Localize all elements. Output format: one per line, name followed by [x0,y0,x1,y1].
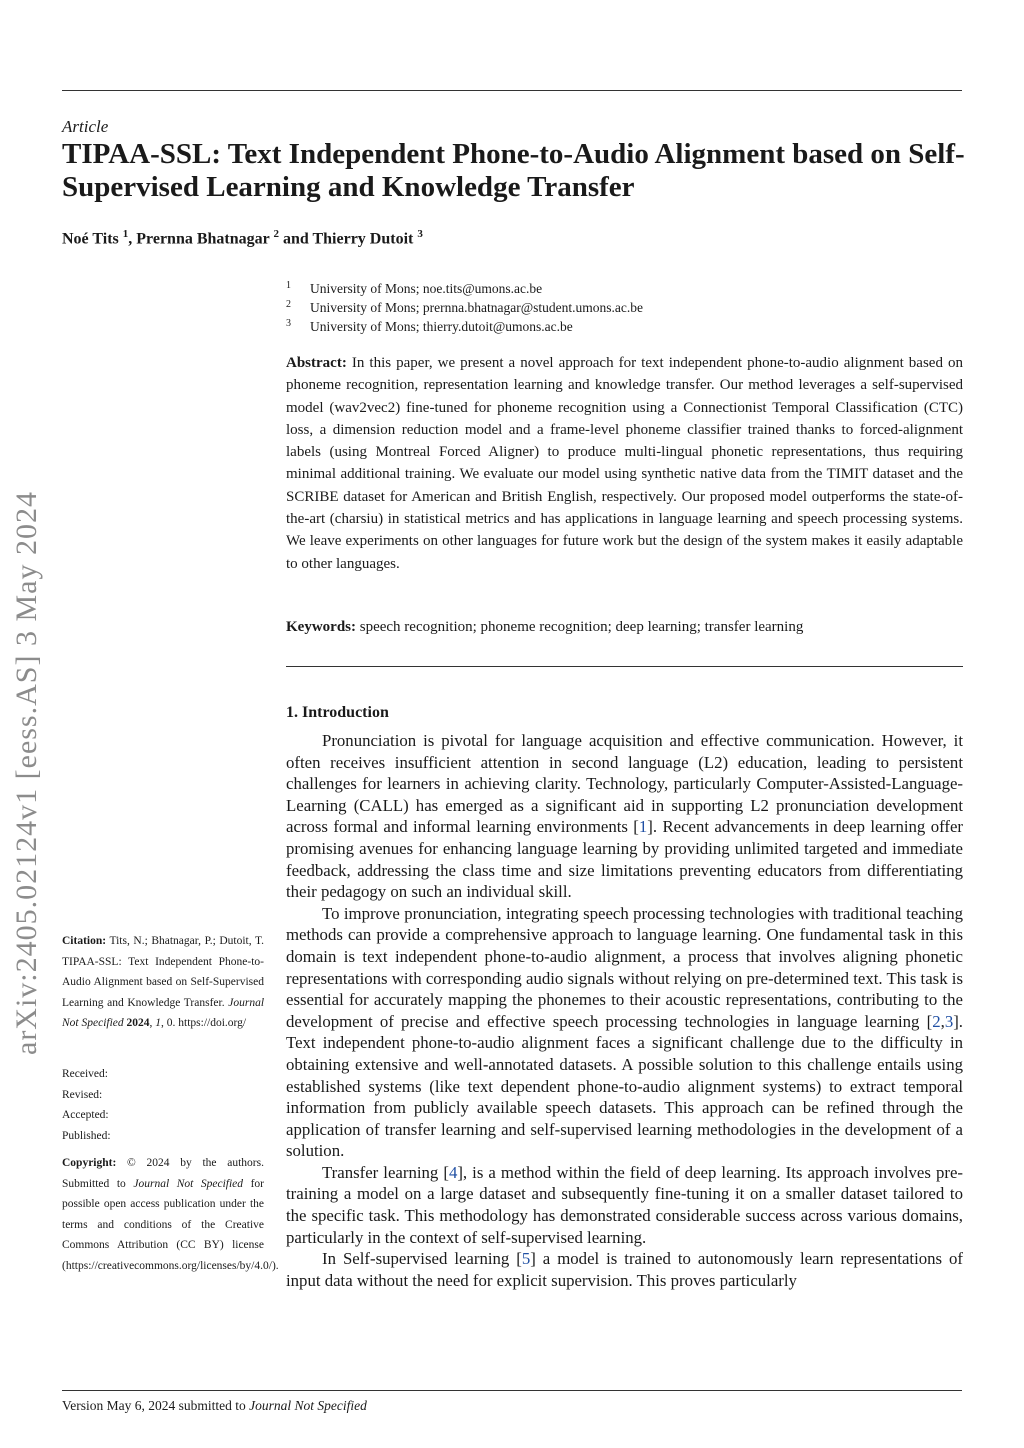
author-list [62,228,423,248]
arxiv-stamp: arXiv:2405.02124v1 [eess.AS] 3 May 2024 [10,491,43,1055]
article-type-label: Article [62,117,109,136]
affiliation-item [286,317,643,336]
date-revised: Revised: [62,1088,103,1101]
body-text-run: Pronunciation is pivotal for language acquisition and effective communication. However, it often receives insufficient attention in second language (L2) education, leading to persistent challenges for learners in achieving clarity. Technology, particularly Computer-Assisted-Language-Learning (CALL) has emerged as a significant aid in supporting L2 pronunciation development across formal and informal learning environments [ [286,731,963,837]
citation-link[interactable]: 4 [448,1162,458,1182]
affiliation-text: University of Mons; prernna.bhatnagar@student.umons.ac.be [310,300,643,315]
footer-journal: Journal Not Specified [249,1398,367,1413]
body-text [286,730,963,1291]
affiliation-text: University of Mons; thierry.dutoit@umons.ac.be [310,319,573,334]
citation-link[interactable]: 3 [944,1011,954,1031]
author-name: Prernna Bhatnagar [136,230,270,248]
keywords [286,619,963,636]
body-paragraph [286,1162,963,1248]
copyright-journal: Journal Not Specified [133,1177,244,1190]
citation-journal: Journal Not Specified [62,996,265,1029]
keywords-label: Keywords: [286,619,356,635]
copyright-box [62,1153,279,1276]
date-published: Published: [62,1129,111,1142]
abstract [286,352,963,575]
affiliation-text: University of Mons; noe.tits@umons.ac.be [310,281,543,296]
footer-version: Version May 6, 2024 submitted to [62,1398,246,1413]
body-paragraph [286,1248,963,1291]
abstract-text: In this paper, we present a novel approach for text independent phone-to-audio alignment based on phoneme recognition, representation learning and knowledge transfer. Our method leverages a self-supervised model (wav2vec2) fine-tuned for phoneme recognition using a Connectionist Temporal Classification (CTC) loss, a dimension reduction model and a frame-level phoneme classifier trained thanks to forced-alignment labels (using Montreal Forced Aligner) to produce multi-lingual phonetic representations, thus requiring minimal additional training. We evaluate our model using synthetic native data from the TIMIT dataset and the SCRIBE dataset for American and British English, respectively. Our proposed model outperforms the state-of-the-art (charsiu) in statistical metrics and has applications in language learning and speech processing systems. We leave experiments on other languages for future work but the design of the system makes it easily adaptable to other languages. [286,355,963,572]
body-paragraph [286,903,963,1162]
citation-link[interactable]: 5 [521,1249,531,1269]
citation-rest: , 0. https://doi.org/ [161,1017,247,1029]
body-paragraph [286,730,963,903]
affiliation-list [286,279,643,336]
history-dates [62,1064,264,1146]
date-accepted: Accepted: [62,1109,109,1121]
citation-link[interactable]: 2 [932,1011,941,1031]
affiliation-item [286,298,643,317]
citation-text: Tits, N.; Bhatnagar, P.; Dutoit, T. TIPAA-SSL: Text Independent Phone-to-Audio Alignment based on Self-Supervised Learning and Knowledge Transfer. [62,935,265,1009]
author-name: Thierry Dutoit [312,230,414,248]
author-affil-sup: 3 [417,228,423,240]
author-name: Noé Tits [62,230,119,248]
author-affil-sup: 2 [273,228,279,240]
body-text-run: ], is a method within the field of deep learning. Its approach involves pre-training a model on a large dataset and subsequently fine-tuning it on a smaller dataset tailored to the specific task. This methodology has demonstrated considerable success across various domains, particularly in the context of self-supervised learning. [286,1162,963,1247]
paper-title: TIPAA-SSL: Text Independent Phone-to-Audio Alignment based on Self-Supervised Learning and Knowledge Transfer [62,138,965,203]
author-affil-sup: 1 [122,228,129,240]
body-text-run: ]. Recent advancements in deep learning offer promising avenues for enhancing language learning by providing unlimited targeted and immediate feedback, addressing the class time and size limitations preventing educators from differentiating their pedagogy on such an individual skill. [286,817,963,902]
footer-rule [62,1390,962,1391]
citation-year: 2024 [126,1017,150,1029]
citation-volume: 1 [155,1017,162,1029]
affiliation-number: 3 [286,318,291,329]
affiliation-item [286,279,643,298]
citation-box: Citation: Tits, N.; Bhatnagar, P.; Dutoit, T. TIPAA-SSL: Text Independent Phone-to-Audio Alignment based on Self-Supervised Learning and Knowledge Transfer. Journal Not Specified 2024, 1, 0. https://doi.org/ [62,935,265,1029]
affiliation-number: 2 [286,299,291,310]
date-received: Received: [62,1068,108,1080]
author-and: and [278,230,313,248]
body-text-run: Transfer learning [ [322,1162,449,1182]
abstract-divider [286,666,963,667]
abstract-label: Abstract: [286,355,347,371]
body-text-run: ] a model is trained to autonomously learn representations of input data without the need for explicit supervision. This proves particularly [286,1249,963,1290]
keywords-text: speech recognition; phoneme recognition; deep learning; transfer learning [359,619,804,635]
copyright-post: for possible open access publication under the terms and conditions of the Creative Commons Attribution (CC BY) license (https://creativecommons.org/licenses/by/4.0/). [62,1177,279,1272]
citation-link[interactable]: 1 [638,817,648,837]
copyright-pre: © 2024 by the authors. Submitted to [62,1157,264,1190]
body-text-run: ]. Text independent phone-to-audio alignment faces a significant challenge due to the difficulty in obtaining extensive and well-annotated datasets. A possible solution to this challenge entails using established systems (like text dependent phone-to-audio alignment systems) to extract temporal information from publicly available speech datasets. This approach can be refined through the application of transfer learning and self-supervised learning methodologies in the development of a solution. [286,1011,963,1161]
body-text-run: In Self-supervised learning [ [322,1249,522,1269]
page-footer [62,1398,367,1414]
body-text-run: To improve pronunciation, integrating speech processing technologies with traditional teaching methods can provide a comprehensive approach to language learning. One fundamental task in this domain is text independent phone-to-audio alignment, a process that involves aligning phonetic representations with corresponding audio signals without relying on pre-determined text. This task is essential for accurately mapping the phonemes to their acoustic representations, contributing to the development of precise and effective speech processing technologies in language learning [ [286,903,963,1031]
section-heading: 1. Introduction [286,704,389,721]
header-rule [62,90,962,91]
affiliation-number: 1 [286,280,291,291]
body-text-run: , [940,1011,945,1031]
citation-label: Citation: [62,935,107,947]
copyright-label: Copyright: [62,1157,117,1169]
author-separator: , [128,230,137,248]
